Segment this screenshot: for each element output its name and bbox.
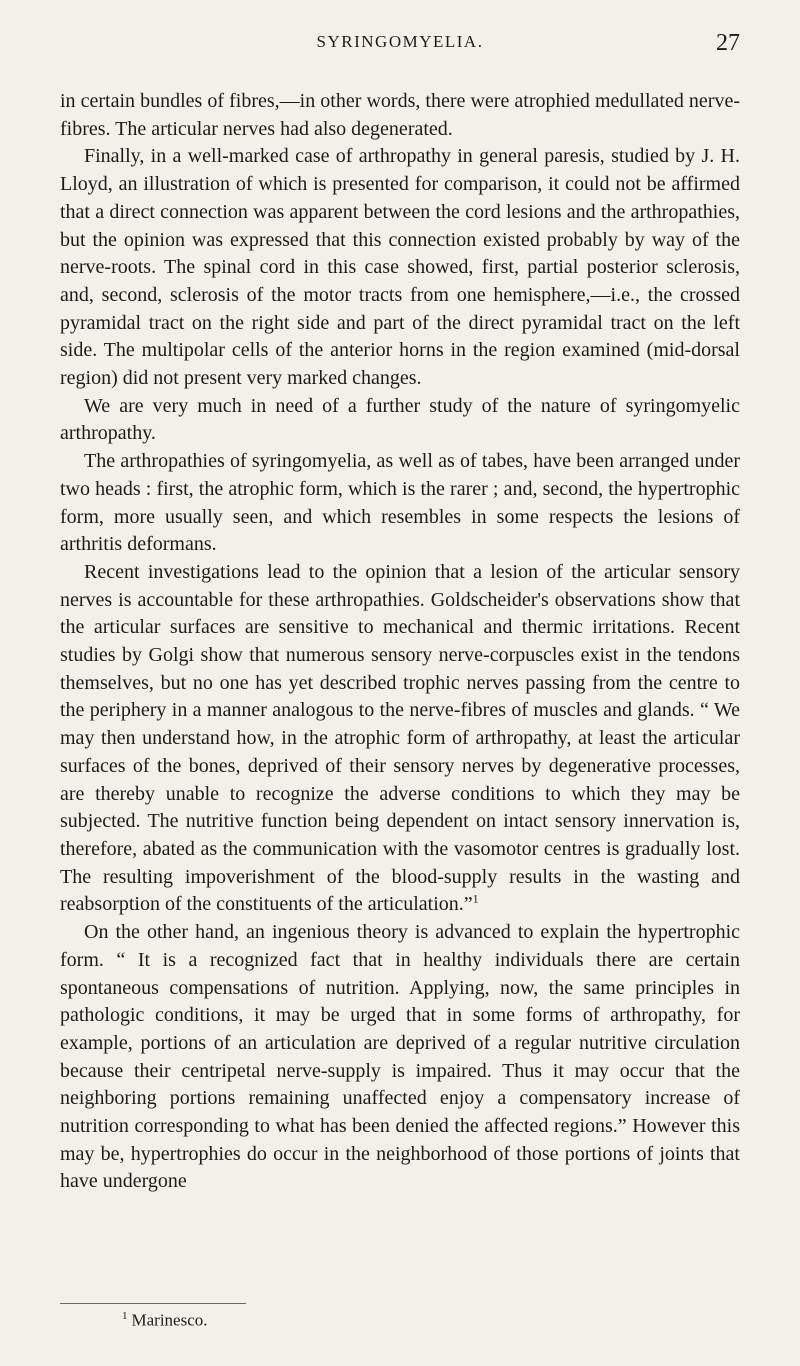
footnote-mark: 1 bbox=[122, 1310, 128, 1322]
paragraph-5-text: Recent investigations lead to the opinion that a lesion of the articular sensory nerves is accountable for these arthropathies. Goldscheider's observations show that the articular surfaces are sensitive to mechanical and thermic irritations. Recent studies by Golgi show that numerous sensory nerve-corpuscles exist in the tendons themselves, but no one has yet described trophic nerves passing from the centre to the periphery in a manner analogous to the nerve-fibres of muscles and glands. “ We may then understand how, in the atrophic form of arthropathy, at least the articular surfaces of the bones, deprived of their sensory nerves by degenerative processes, are thereby unable to recognize the adverse conditions to which they may be subjected. The nutritive function being dependent on intact sensory innervation is, therefore, abated as the communication with the vasomotor centres is gradually lost. The resulting impoverishment of the blood-supply results in the wasting and reabsorption of the constituents of the articulation.” bbox=[60, 560, 740, 916]
page-number: 27 bbox=[716, 30, 740, 56]
paragraph-6: On the other hand, an ingenious theory is advanced to explain the hypertrophic form. “ It is a recognized fact that in healthy individuals there are certain spontaneous compensations of nutrition. Applying, now, the same principles in pathologic conditions, it may be urged that in some forms of arthropathy, for example, portions of an articulation are deprived of a regular nutritive circulation because their centripetal nerve-supply is impaired. Thus it may occur that the neighboring portions remaining unaffected enjoy a compensatory increase of nutrition corresponding to what has been denied the affected regions.” However this may be, hypertrophies do occur in the neighborhood of those portions of joints that have undergone bbox=[60, 921, 740, 1193]
paragraph-5 bbox=[60, 559, 740, 919]
paragraph-3: We are very much in need of a further study of the nature of syringomyelic arthropathy. bbox=[60, 394, 740, 445]
footnote-reference: 1 bbox=[472, 891, 479, 906]
paragraph-1: in certain bundles of fibres,—in other words, there were atrophied medullated nerve-fibres. The articular nerves had also degenerated. bbox=[60, 90, 740, 140]
paragraph-4: The arthropathies of syringomyelia, as well as of tabes, have been arranged under two heads : first, the atrophic form, which is the rarer ; and, second, the hypertrophic form, more usually seen, and which resembles in some respects the lesions of arthritis deformans. bbox=[60, 450, 740, 556]
body-text bbox=[60, 88, 740, 1196]
page-header bbox=[60, 30, 740, 62]
footnote bbox=[122, 1310, 208, 1331]
footnote-rule bbox=[60, 1303, 246, 1304]
footnote-text: Marinesco. bbox=[131, 1310, 208, 1330]
paragraph-2: Finally, in a well-marked case of arthropathy in general paresis, studied by J. H. Lloyd, an illustration of which is presented for comparison, it could not be affirmed that a direct connection was apparent between the cord lesions and the arthropathies, but the opinion was expressed that this connection existed probably by way of the nerve-roots. The spinal cord in this case showed, first, partial posterior sclerosis, and, second, sclerosis of the motor tracts from one hemisphere,—i.e., the crossed pyramidal tract on the right side and part of the direct pyramidal tract on the left side. The multipolar cells of the anterior horns in the region examined (mid-dorsal region) did not present very marked changes. bbox=[60, 145, 740, 390]
running-head: SYRINGOMYELIA. bbox=[316, 32, 484, 51]
